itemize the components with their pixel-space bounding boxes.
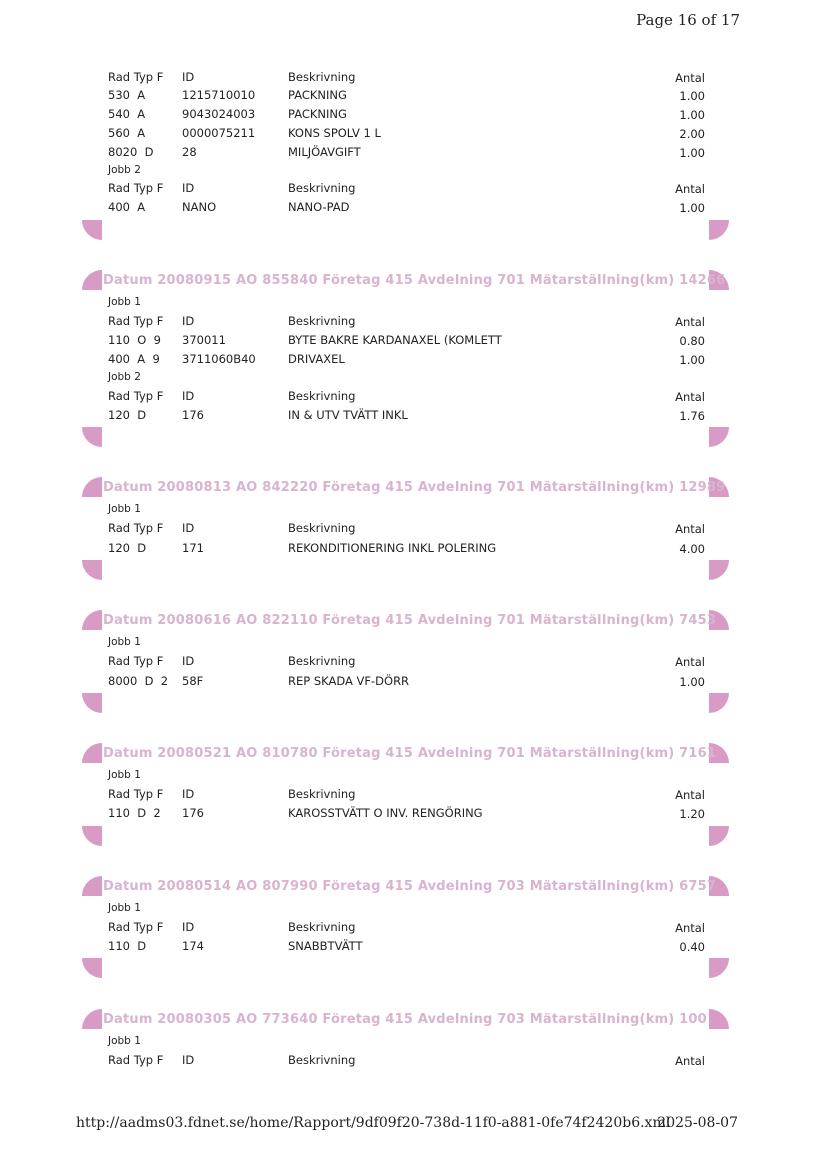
column-header-id: ID bbox=[182, 654, 195, 668]
work-order-header: Datum 20080305 AO 773640 Företag 415 Avdelning 703 Mätarställning(km) 100 bbox=[103, 1012, 707, 1027]
corner-mark-top-right bbox=[709, 1009, 729, 1029]
work-order-header: Datum 20080514 AO 807990 Företag 415 Avdelning 703 Mätarställning(km) 6757 bbox=[103, 879, 717, 894]
row-antal: 1.76 bbox=[679, 409, 705, 423]
corner-mark-top-left bbox=[82, 743, 102, 763]
corner-mark-top-left bbox=[82, 610, 102, 630]
corner-mark-bottom-left bbox=[82, 427, 102, 447]
row-antal: 1.00 bbox=[679, 146, 705, 160]
job-label: Jobb 1 bbox=[108, 902, 141, 914]
column-header-antal: Antal bbox=[675, 921, 705, 935]
row-description: IN & UTV TVÄTT INKL bbox=[288, 408, 408, 422]
corner-mark-bottom-right bbox=[709, 826, 729, 846]
row-antal: 1.00 bbox=[679, 353, 705, 367]
job-label: Jobb 1 bbox=[108, 636, 141, 648]
row-rad-typ-f: 8000 D 2 bbox=[108, 674, 169, 688]
corner-mark-top-left bbox=[82, 1009, 102, 1029]
row-id: 0000075211 bbox=[182, 126, 256, 140]
row-description: SNABBTVÄTT bbox=[288, 939, 363, 953]
column-header-rad-typ-f: Rad Typ F bbox=[108, 1053, 164, 1067]
job-label: Jobb 2 bbox=[108, 164, 141, 176]
row-rad-typ-f: 120 D bbox=[108, 541, 147, 555]
corner-mark-top-left bbox=[82, 876, 102, 896]
column-header-id: ID bbox=[182, 181, 195, 195]
work-order-header: Datum 20080915 AO 855840 Företag 415 Avdelning 701 Mätarställning(km) 14266 bbox=[103, 273, 726, 288]
row-antal: 0.40 bbox=[679, 940, 705, 954]
column-header-antal: Antal bbox=[675, 315, 705, 329]
column-header-beskrivning: Beskrivning bbox=[288, 314, 356, 328]
job-label: Jobb 1 bbox=[108, 503, 141, 515]
page-number: Page 16 of 17 bbox=[636, 11, 740, 29]
row-description: KONS SPOLV 1 L bbox=[288, 126, 381, 140]
row-rad-typ-f: 110 D bbox=[108, 939, 147, 953]
corner-mark-bottom-right bbox=[709, 958, 729, 978]
column-header-beskrivning: Beskrivning bbox=[288, 70, 356, 84]
job-label: Jobb 1 bbox=[108, 769, 141, 781]
row-id: 3711060B40 bbox=[182, 352, 256, 366]
row-rad-typ-f: 120 D bbox=[108, 408, 147, 422]
column-header-antal: Antal bbox=[675, 71, 705, 85]
row-id: 9043024003 bbox=[182, 107, 256, 121]
work-order-header: Datum 20080521 AO 810780 Företag 415 Avdelning 701 Mätarställning(km) 7161 bbox=[103, 746, 717, 761]
row-id: 1215710010 bbox=[182, 88, 256, 102]
column-header-beskrivning: Beskrivning bbox=[288, 1053, 356, 1067]
row-description: DRIVAXEL bbox=[288, 352, 345, 366]
column-header-antal: Antal bbox=[675, 182, 705, 196]
column-header-antal: Antal bbox=[675, 788, 705, 802]
row-antal: 1.00 bbox=[679, 89, 705, 103]
row-description: BYTE BAKRE KARDANAXEL (KOMLETT bbox=[288, 333, 502, 347]
column-header-rad-typ-f: Rad Typ F bbox=[108, 181, 164, 195]
row-rad-typ-f: 110 O 9 bbox=[108, 333, 161, 347]
corner-mark-top-left bbox=[82, 270, 102, 290]
row-rad-typ-f: 540 A bbox=[108, 107, 146, 121]
corner-mark-bottom-right bbox=[709, 220, 729, 240]
corner-mark-bottom-left bbox=[82, 220, 102, 240]
row-description: PACKNING bbox=[288, 107, 347, 121]
job-label: Jobb 2 bbox=[108, 371, 141, 383]
column-header-beskrivning: Beskrivning bbox=[288, 787, 356, 801]
column-header-antal: Antal bbox=[675, 522, 705, 536]
row-antal: 1.00 bbox=[679, 675, 705, 689]
job-label: Jobb 1 bbox=[108, 1035, 141, 1047]
row-rad-typ-f: 400 A bbox=[108, 200, 146, 214]
row-description: REP SKADA VF-DÖRR bbox=[288, 674, 410, 688]
row-id: 58F bbox=[182, 674, 204, 688]
corner-mark-bottom-left bbox=[82, 693, 102, 713]
corner-mark-bottom-left bbox=[82, 560, 102, 580]
row-antal: 1.00 bbox=[679, 108, 705, 122]
column-header-rad-typ-f: Rad Typ F bbox=[108, 70, 164, 84]
row-id: 28 bbox=[182, 145, 197, 159]
corner-mark-bottom-right bbox=[709, 693, 729, 713]
row-id: 176 bbox=[182, 806, 204, 820]
row-rad-typ-f: 530 A bbox=[108, 88, 146, 102]
column-header-id: ID bbox=[182, 389, 195, 403]
row-antal: 1.20 bbox=[679, 807, 705, 821]
column-header-beskrivning: Beskrivning bbox=[288, 920, 356, 934]
corner-mark-bottom-right bbox=[709, 560, 729, 580]
column-header-id: ID bbox=[182, 314, 195, 328]
row-description: REKONDITIONERING INKL POLERING bbox=[288, 541, 497, 555]
row-rad-typ-f: 8020 D bbox=[108, 145, 154, 159]
row-rad-typ-f: 400 A 9 bbox=[108, 352, 160, 366]
column-header-rad-typ-f: Rad Typ F bbox=[108, 521, 164, 535]
row-description: KAROSSTVÄTT O INV. RENGÖRING bbox=[288, 806, 483, 820]
column-header-beskrivning: Beskrivning bbox=[288, 181, 356, 195]
column-header-rad-typ-f: Rad Typ F bbox=[108, 314, 164, 328]
row-id: NANO bbox=[182, 200, 217, 214]
row-id: 176 bbox=[182, 408, 204, 422]
row-rad-typ-f: 110 D 2 bbox=[108, 806, 161, 820]
row-id: 174 bbox=[182, 939, 204, 953]
column-header-antal: Antal bbox=[675, 655, 705, 669]
column-header-id: ID bbox=[182, 1053, 195, 1067]
column-header-rad-typ-f: Rad Typ F bbox=[108, 787, 164, 801]
row-antal: 4.00 bbox=[679, 542, 705, 556]
row-antal: 0.80 bbox=[679, 334, 705, 348]
corner-mark-bottom-right bbox=[709, 427, 729, 447]
work-order-header: Datum 20080813 AO 842220 Företag 415 Avdelning 701 Mätarställning(km) 12989 bbox=[103, 480, 726, 495]
column-header-id: ID bbox=[182, 521, 195, 535]
row-id: 370011 bbox=[182, 333, 226, 347]
column-header-id: ID bbox=[182, 70, 195, 84]
footer-url: http://aadms03.fdnet.se/home/Rapport/9df09f20-738d-11f0-a881-0fe74f2420b6.xml bbox=[76, 1115, 671, 1131]
row-rad-typ-f: 560 A bbox=[108, 126, 146, 140]
column-header-id: ID bbox=[182, 787, 195, 801]
row-description: PACKNING bbox=[288, 88, 347, 102]
row-antal: 1.00 bbox=[679, 201, 705, 215]
row-description: NANO-PAD bbox=[288, 200, 350, 214]
footer-date: 2025-08-07 bbox=[657, 1115, 738, 1131]
corner-mark-bottom-left bbox=[82, 826, 102, 846]
column-header-beskrivning: Beskrivning bbox=[288, 654, 356, 668]
row-id: 171 bbox=[182, 541, 204, 555]
column-header-beskrivning: Beskrivning bbox=[288, 389, 356, 403]
column-header-antal: Antal bbox=[675, 1054, 705, 1068]
column-header-rad-typ-f: Rad Typ F bbox=[108, 389, 164, 403]
column-header-rad-typ-f: Rad Typ F bbox=[108, 654, 164, 668]
job-label: Jobb 1 bbox=[108, 296, 141, 308]
row-description: MILJÖAVGIFT bbox=[288, 145, 361, 159]
row-antal: 2.00 bbox=[679, 127, 705, 141]
corner-mark-bottom-left bbox=[82, 958, 102, 978]
column-header-antal: Antal bbox=[675, 390, 705, 404]
column-header-beskrivning: Beskrivning bbox=[288, 521, 356, 535]
column-header-id: ID bbox=[182, 920, 195, 934]
column-header-rad-typ-f: Rad Typ F bbox=[108, 920, 164, 934]
corner-mark-top-left bbox=[82, 477, 102, 497]
work-order-header: Datum 20080616 AO 822110 Företag 415 Avdelning 701 Mätarställning(km) 7453 bbox=[103, 613, 717, 628]
